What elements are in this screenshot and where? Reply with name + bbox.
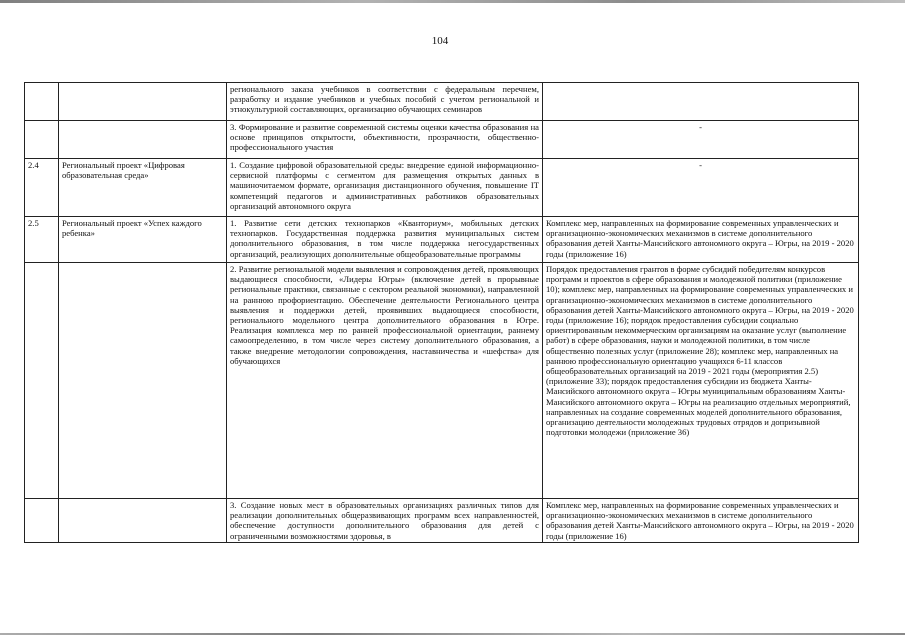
row-number bbox=[25, 499, 59, 543]
program-table bbox=[24, 82, 859, 543]
document-text: Комплекс мер, направленных на формирование современных управленческих и организационно-экономических механизмов в системе дополнительного образования детей Ханты-Мансийского автономного округа – Югры, на 2019 - 2020 годы (приложение 16) bbox=[543, 499, 859, 543]
project-name bbox=[59, 499, 227, 543]
project-name bbox=[59, 83, 227, 121]
activity-text: 3. Создание новых мест в образовательных организациях различных типов для реализации дополнительных общеразвивающих программ всех направленностей, обеспечение доступности дополнительного образования для детей с ограниченными возможностями здоровья, в bbox=[227, 499, 543, 543]
table-row bbox=[25, 83, 859, 121]
row-number bbox=[25, 121, 59, 159]
page-number: 104 bbox=[431, 35, 449, 47]
activity-text: 1. Создание цифровой образовательной среды: внедрение единой информационно-сервисной платформы с сегментом для размещения открытых данных в машиночитаемом формате, организация дистанционного обучения, повышение IT компетенций педагогов и административных работников образовательных организаций автономного округа bbox=[227, 159, 543, 217]
activity-text: 2. Развитие региональной модели выявления и сопровождения детей, проявляющих выдающиеся способности, «Лидеры Югры» (включение детей в прорывные региональные практики, связанные с сектором реальной экономики), направленной на раннюю профориентацию. Обеспечение деятельности Регионального центра выявления и поддержки детей, проявивших выдающиеся способности, регионального модельного центра дополнительного образования в Югре. Реализация комплекса мер по ранней профессиональной ориентации, раннему самоопределению, в том числе через систему дополнительного образования, а также внедрение методологии сопровождения, наставничества и «шефства» для обучающихся bbox=[227, 263, 543, 499]
document-text: - bbox=[543, 159, 859, 217]
table-row bbox=[25, 217, 859, 263]
table-row bbox=[25, 499, 859, 543]
scan-top-edge bbox=[0, 0, 905, 3]
table-row bbox=[25, 121, 859, 159]
activity-text: 1. Развитие сети детских технопарков «Кванториум», мобильных детских технопарков. Государственная поддержка развития муниципальных систем дополнительного образования, в том числе поддержка негосударственных организаций, реализующих дополнительные общеобразовательные программы bbox=[227, 217, 543, 263]
table-row bbox=[25, 159, 859, 217]
row-number bbox=[25, 263, 59, 499]
scan-bottom-edge bbox=[0, 633, 905, 635]
document-text bbox=[543, 83, 859, 121]
document-text: Порядок предоставления грантов в форме субсидий победителям конкурсов программ и проектов в сфере образования и молодежной политики (приложение 10); комплекс мер, направленных на формирование современных управленческих и организационно-экономических механизмов в системе дополнительного образования детей Ханты-Мансийского автономного округа – Югры, на 2019 - 2020 годы (приложение 16); порядок предоставления субсидии социально ориентированным некоммерческим организациям на оказание услуг (выполнение работ) в сфере образования, науки и молодежной политики, в том числе общественно полезных услуг (приложение 28); комплекс мер, направленных на раннюю профессиональную ориентацию учащихся 6-11 классов общеобразовательных организаций на 2019 - 2021 годы (мероприятия 2.5) (приложение 33); порядок предоставления субсидии из бюджета Ханты-Мансийского автономного округа – Югры муниципальным образованиям Ханты-Мансийского автономного округа – Югры на реализацию отдельных мероприятий, направленных на создание современных моделей дополнительного образования, организацию деятельности молодежных трудовых отрядов и допризывной подготовки молодежи (приложение 36) bbox=[543, 263, 859, 499]
document-text: Комплекс мер, направленных на формирование современных управленческих и организационно-экономических механизмов в системе дополнительного образования детей Ханты-Мансийского автономного округа – Югры, на 2019 - 2020 годы (приложение 16) bbox=[543, 217, 859, 263]
document-text: - bbox=[543, 121, 859, 159]
row-number: 2.4 bbox=[25, 159, 59, 217]
row-number bbox=[25, 83, 59, 121]
activity-text: регионального заказа учебников в соответствии с федеральным перечнем, разработку и издание учебников и учебных пособий с учетом региональной и этнокультурной составляющих, организацию обучающих семинаров bbox=[227, 83, 543, 121]
project-name bbox=[59, 263, 227, 499]
project-name: Региональный проект «Цифровая образовательная среда» bbox=[59, 159, 227, 217]
project-name bbox=[59, 121, 227, 159]
table-row bbox=[25, 263, 859, 499]
activity-text: 3. Формирование и развитие современной системы оценки качества образования на основе принципов открытости, объективности, прозрачности, общественно-профессионального участия bbox=[227, 121, 543, 159]
project-name: Региональный проект «Успех каждого ребенка» bbox=[59, 217, 227, 263]
row-number: 2.5 bbox=[25, 217, 59, 263]
